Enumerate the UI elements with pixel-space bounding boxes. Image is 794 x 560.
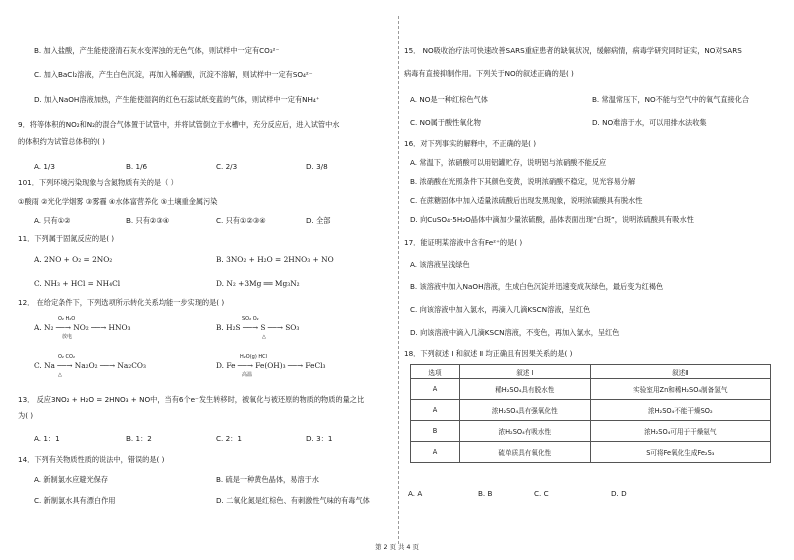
q9-option-b: B. 1/6 (126, 162, 148, 171)
q9-option-a: A. 1/3 (34, 162, 55, 171)
q15-stem-line1: 15． NO吸收治疗法可快速改善SARS重症患者的缺氧状况，缓解病情，病毒学研究同时证实，NO对SARS (404, 46, 742, 55)
table-cell: S可将Fe氧化生成Fe₂S₃ (590, 442, 770, 463)
table-header-cell: 叙述Ⅱ (590, 365, 770, 379)
column-divider (398, 16, 399, 544)
q15-option-d: D. NO难溶于水，可以用排水法收集 (592, 118, 707, 127)
q14-option-a: A. 新制氯水应避光保存 (34, 475, 109, 484)
q13-option-c: C. 2：1 (216, 434, 242, 443)
q13-stem-line2: 为( ) (18, 411, 34, 420)
q18-table (410, 364, 771, 463)
q17-option-c: C. 向该溶液中加入氯水，再滴入几滴KSCN溶液，呈红色 (410, 305, 591, 314)
q9-stem-line1: 9．将等体积的NO₂和N₂的混合气体置于试管中，并将试管倒立于水槽中，充分反应后，进入试管中水 (18, 120, 340, 129)
table-row (411, 379, 771, 400)
table-cell: 浓H₂SO₄有吸水性 (460, 421, 591, 442)
q18-option-c: C. C (534, 489, 549, 498)
q17-option-d: D. 向该溶液中滴入几滴KSCN溶液，不变色，再加入氯水，呈红色 (410, 328, 620, 337)
q12-option-d: D. Fe ──→ Fe(OH)₃ ──→ FeCl₃ (216, 361, 326, 370)
q10-option-c: C. 只有①②③④ (216, 216, 266, 225)
q18-option-d: D. D (611, 489, 627, 498)
q15-option-b: B. 常温常压下，NO不能与空气中的氧气直接化合 (592, 95, 750, 104)
table-row (411, 400, 771, 421)
q15-option-a: A. NO是一种红棕色气体 (410, 95, 488, 104)
table-row (411, 421, 771, 442)
q14-option-c: C. 新制氯水具有漂白作用 (34, 496, 116, 505)
q12-option-a: A. N₂ ──→ NO₂ ──→ HNO₃ (34, 323, 131, 332)
table-cell: 浓H₂SO₄可用于干燥氨气 (590, 421, 770, 442)
q17-option-a: A. 该溶液呈浅绿色 (410, 260, 470, 269)
table-cell: 硫单质具有氧化性 (460, 442, 591, 463)
q10-items: ①酸雨 ②光化学烟雾 ③雾霾 ④水体富营养化 ⑤土壤重金属污染 (18, 197, 218, 206)
q12-c-condition-top: O₂ CO₂ (58, 354, 75, 360)
q16-stem: 16．对下列事实的解释中，不正确的是( ) (404, 139, 537, 148)
table-cell: 实验室用Zn和稀H₂SO₄制备氢气 (590, 379, 770, 400)
table-cell: 浓H₂SO₄具有强氧化性 (460, 400, 591, 421)
q13-option-b: B. 1：2 (126, 434, 152, 443)
q11-option-b: B. 3NO₂ + H₂O = 2HNO₃ + NO (216, 255, 334, 264)
q17-stem: 17．能证明某溶液中含有Fe²⁺的是( ) (404, 238, 523, 247)
q12-d-condition-bottom: 高温 (242, 372, 253, 378)
q9-stem-line2: 的体积约为试管总体积的( ) (18, 137, 105, 146)
q12-c-condition-bottom: △ (58, 372, 62, 378)
q14-stem: 14．下列有关物质性质的说法中，错误的是( ) (18, 455, 165, 464)
q12-b-condition-top: SO₂ O₂ (242, 316, 259, 322)
table-cell: 稀H₂SO₄具有脱水性 (460, 379, 591, 400)
table-header-cell: 选项 (411, 365, 460, 379)
table-cell: A (411, 400, 460, 421)
q16-option-c: C. 在蔗糖固体中加入适量浓硫酸后出现发黑现象，说明浓硫酸具有脱水性 (410, 196, 643, 205)
table-cell: 浓H₂SO₄不能干燥SO₂ (590, 400, 770, 421)
q9-option-d: D. 3/8 (306, 162, 328, 171)
q12-a-condition-top: O₂ H₂O (58, 316, 76, 322)
q14-option-d: D. 二氧化氮是红棕色、有刺激性气味的有毒气体 (216, 496, 370, 505)
q12-option-c: C. Na ──→ Na₂O₂ ──→ Na₂CO₃ (34, 361, 146, 370)
page-footer: 第 2 页 共 4 页 (375, 543, 419, 551)
q12-b-condition-bottom: △ (262, 334, 266, 340)
q11-option-c: C. NH₃ + HCl = NH₄Cl (34, 279, 121, 288)
q8-option-c: C. 加入BaCl₂溶液，产生白色沉淀，再加入稀硝酸，沉淀不溶解，则试样中一定有SO₄²⁻ (34, 70, 313, 79)
q15-option-c: C. NO属于酸性氧化物 (410, 118, 481, 127)
table-row (411, 442, 771, 463)
q16-option-a: A. 常温下，浓硝酸可以用铝罐贮存，说明铝与浓硝酸不能反应 (410, 158, 607, 167)
q18-option-b: B. B (478, 489, 493, 498)
q11-stem: 11．下列属于固氮反应的是( ) (18, 234, 115, 243)
table-cell: B (411, 421, 460, 442)
q16-option-d: D. 向CuSO₄·5H₂O晶体中滴加少量浓硫酸，晶体表面出现“白斑”，说明浓硫酸具有吸水性 (410, 215, 694, 224)
q12-d-condition-top: H₂O(g) HCl (240, 354, 268, 360)
table-cell: A (411, 442, 460, 463)
q10-stem: 101．下列环境污染现象与含氮物质有关的是（ ） (18, 178, 178, 187)
q14-option-b: B. 硫是一种黄色晶体，易溶于水 (216, 475, 319, 484)
q11-option-a: A. 2NO + O₂ = 2NO₂ (34, 255, 113, 264)
q12-stem: 12． 在给定条件下，下列选项所示转化关系均能一步实现的是( ) (18, 298, 225, 307)
q13-option-a: A. 1：1 (34, 434, 60, 443)
q12-option-b: B. H₂S ──→ S ──→ SO₃ (216, 323, 300, 332)
q12-a-condition-bottom: 放电 (62, 334, 73, 340)
q11-option-d: D. N₂ +3Mg ══ Mg₃N₂ (216, 279, 300, 288)
q8-option-b: B. 加入盐酸，产生能使澄清石灰水变浑浊的无色气体，则试样中一定有CO₃²⁻ (34, 46, 280, 55)
q13-option-d: D. 3：1 (306, 434, 333, 443)
q17-option-b: B. 该溶液中加入NaOH溶液，生成白色沉淀并迅速变成灰绿色，最后变为红褐色 (410, 282, 664, 291)
q10-option-d: D. 全部 (306, 216, 331, 225)
q16-option-b: B. 浓硝酸在光照条件下其颜色变黄，说明浓硝酸不稳定，见光容易分解 (410, 177, 636, 186)
q18-option-a: A. A (408, 489, 423, 498)
q15-stem-line2: 病毒有直接抑制作用。下列关于NO的叙述正确的是( ) (404, 69, 574, 78)
q10-option-b: B. 只有②③④ (126, 216, 170, 225)
table-cell: A (411, 379, 460, 400)
table-header-row (411, 365, 771, 379)
q10-option-a: A. 只有①② (34, 216, 71, 225)
q13-stem-line1: 13． 反应3NO₂ + H₂O = 2HNO₃ + NO中，当有6个e⁻发生转移时，被氧化与被还原的物质的物质的量之比 (18, 395, 365, 404)
table-header-cell: 叙述 Ⅰ (460, 365, 591, 379)
q18-stem: 18．下列叙述 Ⅰ 和叙述 Ⅱ 均正确且有因果关系的是( ) (404, 349, 573, 358)
q9-option-c: C. 2/3 (216, 162, 238, 171)
q8-option-d: D. 加入NaOH溶液加热，产生能使湿润的红色石蕊试纸变蓝的气体，则试样中一定有NH₄⁺ (34, 95, 320, 104)
